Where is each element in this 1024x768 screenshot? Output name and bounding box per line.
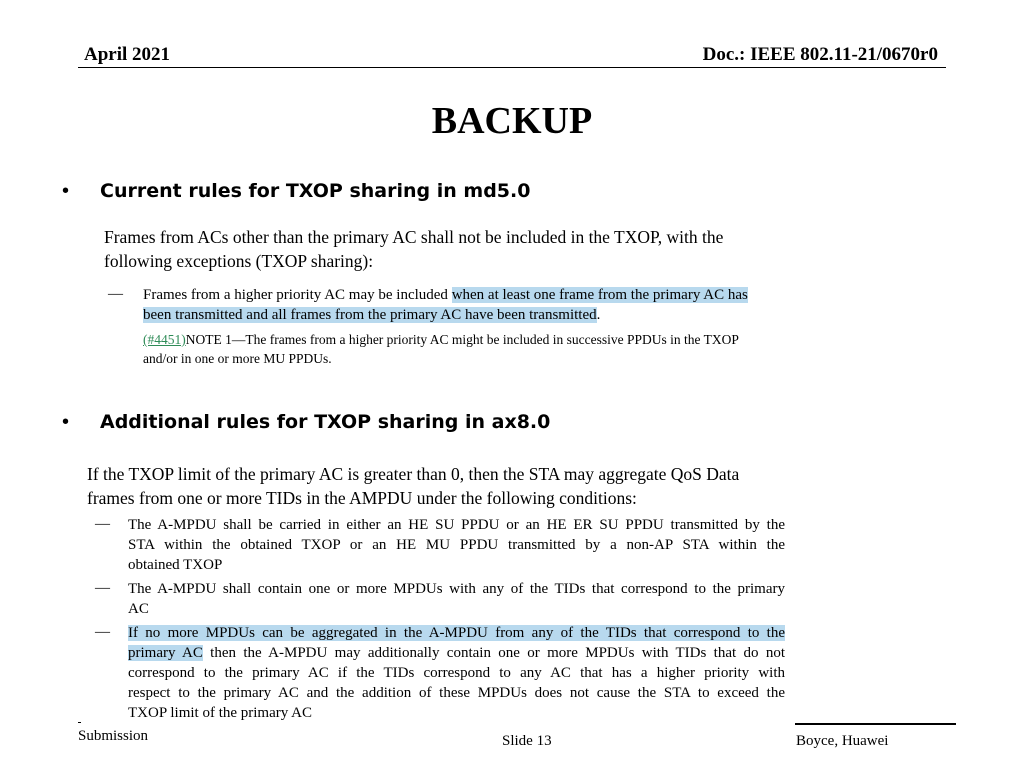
highlight: when at least one frame from the primary AC has bbox=[451, 287, 748, 303]
section1-heading: Current rules for TXOP sharing in md5.0 bbox=[100, 180, 531, 202]
footer-rule-right bbox=[795, 723, 956, 725]
footer-submission: Submission bbox=[78, 728, 149, 744]
section1-intro bbox=[104, 225, 723, 273]
condition-1: The A-MPDU shall be carried in either an HE SU PPDU or an HE ER SU PPDU transmitted by the STA within the obtained TXOP or an HE MU PPDU transmitted by a non-AP STA within the obtained TXOP bbox=[128, 517, 785, 573]
highlight: primary AC bbox=[128, 645, 203, 661]
highlight: been transmitted and all frames from the primary AC have been transmitted bbox=[143, 307, 597, 323]
slide-title: BACKUP bbox=[431, 100, 593, 142]
header-rule bbox=[78, 67, 946, 68]
section1-intro-line: Frames from ACs other than the primary AC shall not be included in the TXOP, with the bbox=[104, 227, 724, 247]
footer-slide-number: Slide 13 bbox=[502, 733, 552, 749]
header-doc-id: Doc.: IEEE 802.11-21/0670r0 bbox=[702, 44, 938, 65]
bullet-dot: • bbox=[62, 411, 70, 433]
reference-link[interactable]: (#4451) bbox=[143, 332, 186, 347]
footer-rule-left bbox=[78, 722, 81, 723]
section2-intro-line: If the TXOP limit of the primary AC is greater than 0, then the STA may aggregate QoS Data bbox=[87, 464, 740, 484]
section1-note: (#4451)NOTE 1—The frames from a higher priority AC might be included in successive PPDUs in the TXOP and/or in one or more MU PPDUs. bbox=[143, 332, 739, 366]
header-date: April 2021 bbox=[84, 44, 171, 65]
dash-marker: — bbox=[95, 516, 110, 532]
section1-item: Frames from a higher priority AC may be included when at least one frame from the primary AC has been transmitted and all frames from the primary AC have been transmitted. bbox=[143, 287, 748, 323]
footer-author: Boyce, Huawei bbox=[796, 733, 889, 749]
section2-intro bbox=[87, 462, 739, 510]
section2-intro-line: frames from one or more TIDs in the AMPDU under the following conditions: bbox=[87, 488, 637, 508]
dash-marker: — bbox=[108, 286, 123, 302]
section1-intro-line: following exceptions (TXOP sharing): bbox=[104, 251, 374, 271]
bullet-dot: • bbox=[62, 180, 70, 202]
section2-heading: Additional rules for TXOP sharing in ax8.0 bbox=[100, 411, 551, 433]
condition-3: If no more MPDUs can be aggregated in the A-MPDU from any of the TIDs that correspond to the primary AC then the A-MPDU may additionally contain one or more MPDUs with TIDs that do not correspond to the primary AC if the TIDs correspond to any AC that has a higher priority with respect to the primary AC and the addition of these MPDUs does not cause the STA to exceed the TXOP limit of the primary AC bbox=[128, 625, 785, 721]
dash-marker: — bbox=[95, 624, 110, 640]
highlight: If no more MPDUs can be aggregated in the A-MPDU from any of the TIDs that correspond to the bbox=[128, 625, 785, 641]
dash-marker: — bbox=[95, 580, 110, 596]
condition-2: The A-MPDU shall contain one or more MPDUs with any of the TIDs that correspond to the primary AC bbox=[128, 581, 785, 617]
